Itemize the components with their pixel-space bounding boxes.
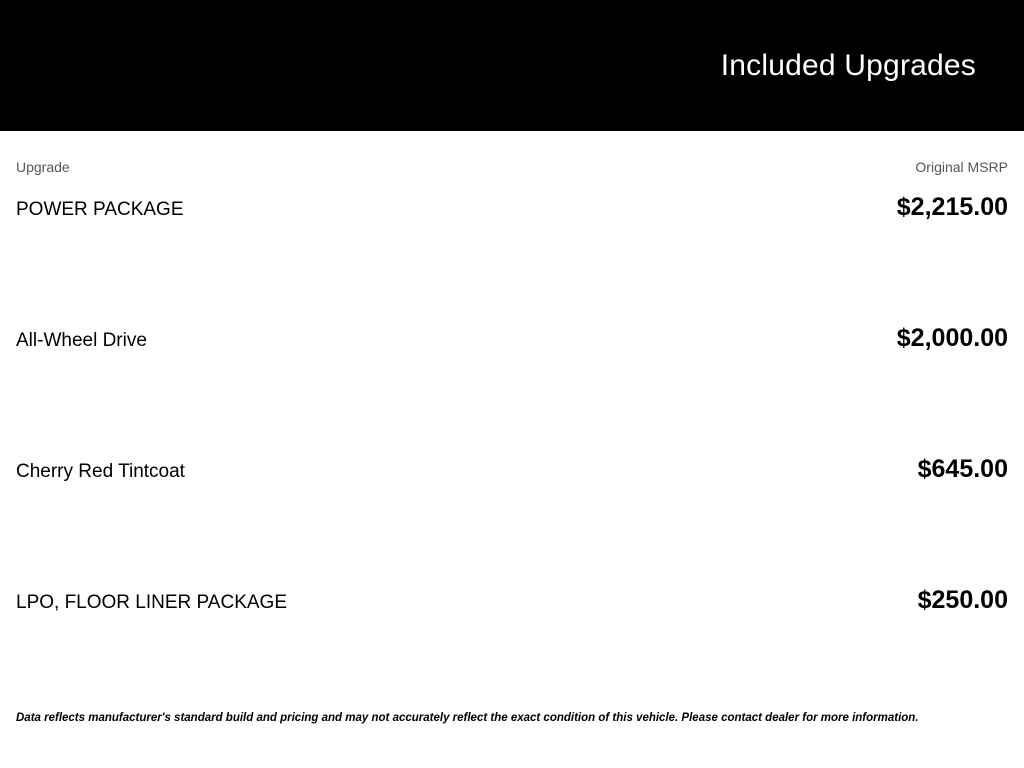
upgrade-price: $645.00 (917, 455, 1008, 483)
upgrade-name: Cherry Red Tintcoat (16, 461, 185, 482)
upgrade-price: $2,000.00 (896, 324, 1008, 352)
table-row (16, 588, 1008, 719)
page-title: Included Upgrades (720, 48, 976, 82)
upgrade-price: $2,215.00 (896, 193, 1008, 221)
table-row (16, 326, 1008, 457)
upgrade-price: $250.00 (917, 586, 1008, 614)
upgrade-name: LPO, FLOOR LINER PACKAGE (16, 592, 288, 613)
table-row (16, 195, 1008, 326)
column-header-original-msrp: Original MSRP (915, 159, 1008, 175)
disclaimer-text: Data reflects manufacturer's standard build and pricing and may not accurately reflect the exact condition of this vehicle. Please contact dealer for more information. (16, 712, 919, 724)
table-row (16, 457, 1008, 588)
page-header (0, 0, 1024, 131)
upgrade-name: POWER PACKAGE (16, 199, 184, 220)
table-header-row (16, 131, 1008, 175)
upgrade-name: All-Wheel Drive (16, 330, 147, 351)
upgrades-list (16, 195, 1008, 719)
upgrades-content (0, 131, 1024, 719)
column-header-upgrade: Upgrade (16, 159, 70, 175)
